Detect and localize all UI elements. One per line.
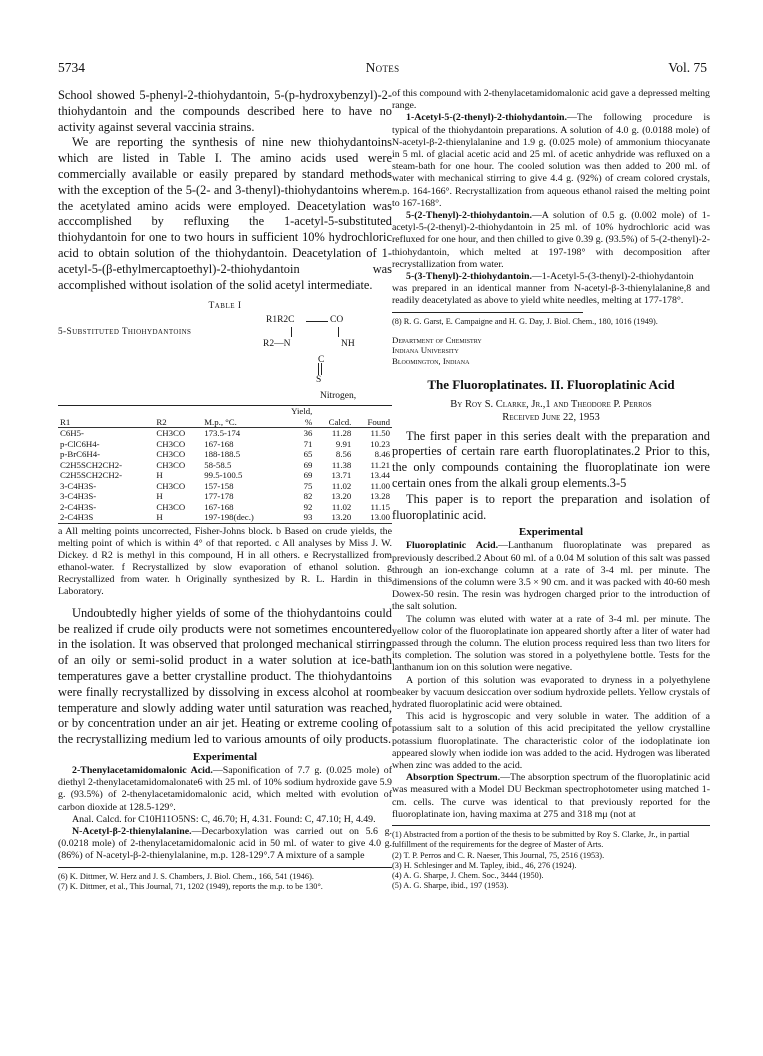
struct-s: S (316, 375, 322, 386)
table-cell: 197-198(dec.) (204, 512, 254, 523)
table-cell: 188-188.5 (204, 449, 241, 460)
text-span: 2-Thenylacetamidomalonic Acid. (72, 765, 213, 777)
table-cell: CH3CO (156, 438, 186, 449)
right-paragraph-4 (392, 271, 710, 308)
table-cell: 13.71 (331, 470, 352, 481)
table-cell: 92 (303, 501, 313, 512)
struct-r1r2c: R1R2C (266, 315, 295, 326)
received-date: Received June 22, 1953 (502, 411, 600, 423)
col-found: Found (353, 406, 392, 428)
table-cell: 11.00 (370, 480, 390, 491)
exp-fluoroplatinic-2: The column was eluted with water at a rate of 3-4 ml. per minute. The yellow color of the fluoroplatinate ion appeared shortly after a liter of water had passed through the column. The elution process required less than two liters for its completion. The solution was stored in a polyethylene bottle. Tests for the lanthanum ion on this solution were negative. (392, 613, 710, 674)
footnote-rule (58, 867, 392, 868)
table-cell: 2-C4H3S (60, 512, 94, 523)
reference-6: (6) K. Dittmer, W. Herz and J. S. Chambers, J. Biol. Chem., 166, 541 (1946). (58, 871, 314, 881)
exp-absorption (392, 772, 710, 821)
footnote-1: (1) Abstracted from a portion of the thesis to be submitted by Roy S. Clarke, Jr., in partial fulfillment of the requirements for the degree of Master of Arts. (392, 830, 690, 850)
table-row (58, 512, 392, 523)
table-cell: 167-168 (204, 501, 234, 512)
page-number: 5734 (58, 60, 85, 75)
text-span: —Lanthanum fluoroplatinate was prepared as previously described.2 About 60 ml. of a 0.04 M solution of this salt was passed through an ion-exchange column at a rate of 3-4 ml. per minute. The dimensions of the column were 3.5 × 90 cm. and it was packed with 40-60 mesh Dowex-50 resin. The resin was hydrogen charged prior to the introduction of the salt solution. (392, 540, 711, 613)
table-row (58, 502, 392, 513)
struct-nh: NH (341, 339, 355, 350)
exp-paragraph-1 (58, 765, 392, 814)
table-cell: 93 (303, 512, 313, 523)
table-row (58, 439, 392, 450)
table-cell: 8.56 (335, 449, 352, 460)
table-cell: 173.5-174 (204, 428, 241, 439)
table-cell: 36 (303, 428, 313, 439)
exp-fluoroplatinic-3: A portion of this solution was evaporated to dryness in a polyethylene beaker by vacuum desiccation over sodium hydroxide pellets. Yellow crystals of hydrated fluoroplatinic acid were obtained. (392, 674, 710, 711)
right-footnotes (392, 830, 710, 891)
table-title: Table I (208, 301, 242, 312)
table-cell: 71 (303, 438, 313, 449)
paragraph-1: School showed 5-phenyl-2-thiohydantoin, 5-(p-hydroxybenzyl)-2-thiohydantoin and the compounds described here to have no activity against several vaccinia strains. (58, 88, 392, 134)
text-span: —Saponification of 7.7 g. (0.025 mole) of diethyl 2-thenylacetamidomalonate6 with 25 ml. of 10% sodium hydroxide gave 5.9 g. (93.5%) of 2-thenylacetamidomalonic acid, which melted with evolution of carbon dioxide at 128.5-129°. (58, 765, 392, 813)
thiohydantoin-table (58, 405, 392, 524)
experimental-heading: Experimental (192, 751, 258, 764)
struct-bond-cs-2 (321, 363, 322, 375)
right-references (392, 317, 710, 327)
table-cell: 75 (303, 480, 313, 491)
table-cell: 9.91 (335, 438, 352, 449)
nitrogen-header: Nitrogen, (320, 391, 357, 402)
left-column (58, 88, 392, 892)
table-subtitle: 5-Substituted Thiohydantoins (58, 327, 192, 338)
footnote-3: (3) H. Schlesinger and M. Tapley, ibid., 46, 276 (1924). (392, 860, 577, 870)
col-mp: M.p., °C. (202, 406, 280, 428)
table-cell: H (156, 491, 163, 502)
right-column (392, 88, 710, 891)
text-span: Fluoroplatinic Acid. (406, 540, 499, 552)
table-cell: 11.50 (370, 428, 390, 439)
exp-paragraph-2 (58, 826, 392, 863)
text-span: 5-(2-Thenyl)-2-thiohydantoin. (406, 210, 532, 222)
exp-fluoroplatinic-4: This acid is hygroscopic and very soluble in water. The addition of a potassium salt to a solution of this acid precipitated the yellow crystalline potassium fluoroplatinate. The characteristic color of the iodoplatinate ion appeared slowly when iodide ion was added to the acid. Hydrogen was liberated when zinc was added to the acid. (392, 711, 710, 772)
struct-co: CO (330, 315, 344, 326)
experimental-heading-2: Experimental (518, 526, 584, 539)
table-cell: CH3CO (156, 480, 186, 491)
right-paragraph-2 (392, 112, 710, 210)
text-span: N-Acetyl-β-2-thienylalanine. (72, 826, 192, 838)
text-span: —The absorption spectrum of the fluoroplatinic acid was measured with a Model DU Beckman spectrophotometer using matched 1-cm. cells. The curve was identical to that previously reported for the fluoroplatinate ion, having maxima at 275 and 318 mμ (not at (392, 772, 710, 820)
exp-fluoroplatinic-1 (392, 540, 710, 613)
reference-8: (8) R. G. Garst, E. Campaigne and H. G. Day, J. Biol. Chem., 180, 1016 (1949). (392, 316, 658, 326)
analysis-line: Anal. Calcd. for C10H11O5NS: C, 46.70; H, 4.31. Found: C, 47.10; H, 4.49. (72, 813, 376, 825)
table-cell: CH3CO (156, 449, 186, 460)
affiliation: Department of Chemistry Indiana University Bloomington, Indiana (392, 334, 482, 367)
table-cell: CH3CO (156, 459, 186, 470)
right-paragraph-1: of this compound with 2-thenylacetamidomalonic acid gave a depressed melting range. (392, 88, 710, 112)
table-cell: 11.28 (331, 428, 352, 439)
table-cell: CH3CO (156, 501, 186, 512)
table-cell: 11.02 (331, 480, 352, 491)
right-paragraph-3 (392, 210, 710, 271)
footnote-5: (5) A. G. Sharpe, ibid., 197 (1953). (392, 881, 509, 891)
table-cell: 167-168 (204, 438, 234, 449)
table-cell: 177-178 (204, 491, 234, 502)
table-cell: 2-C4H3S- (60, 501, 97, 512)
table-cell: 13.28 (370, 491, 390, 502)
col-yield: Yield, % (280, 406, 314, 428)
table-cell: 10.23 (370, 438, 390, 449)
table-cell: 11.15 (370, 501, 390, 512)
table-row (58, 481, 392, 492)
table-cell: p-ClC6H4- (60, 438, 100, 449)
struct-bond-cs-1 (318, 363, 319, 375)
volume-label: Vol. 75 (668, 60, 707, 75)
table-cell: 82 (303, 491, 313, 502)
table-cell: 69 (303, 470, 313, 481)
page-header (58, 60, 707, 78)
table-cell: 99.5-100.5 (204, 470, 243, 481)
text-span: —1-Acetyl-5-(3-thenyl)-2-thiohydantoin was prepared in an identical manner from N-acetyl-β-3-thienylalanine,8 and readily deacetylated as above to yield white needles, melting at 177-178°. (392, 271, 710, 307)
struct-bond-top (306, 321, 328, 322)
table-cell: 3-C4H3S- (60, 491, 97, 502)
table-cell: 3-C4H3S- (60, 480, 97, 491)
footnote-4: (4) A. G. Sharpe, J. Chem. Soc., 3444 (1950). (392, 870, 544, 880)
text-span: 1-Acetyl-5-(2-thenyl)-2-thiohydantoin. (406, 112, 568, 124)
text-span: —The following procedure is typical of the thiohydantoin preparations. A solution of 4.0 g. (0.0188 mole) of N-acetyl-β-2-thienylalanine and 1.9 g. (0.025 mole) of ammonium thiocyanate in 5 ml. of glacial acetic acid and 25 ml. of acetic anhydride was refluxed on a steam-bath for one hour. The cooled solution was then added to 200 ml. of water with mechanical stirring to give 4.4 g. (92%) of cream colored crystals, m.p. 164-166°. Recrystallization from aqueous ethanol raised the melting point to 167-168°. (392, 112, 710, 209)
struct-bond-right (338, 327, 339, 337)
col-calcd: Calcd. (314, 406, 353, 428)
text-span: 5-(3-Thenyl)-2-thiohydantoin. (406, 271, 532, 283)
table-footnote: a All melting points uncorrected, Fisher-Johns block. b Based on crude yields, the melting point of which is within 4° of that reported. c All analyses by Miss J. W. Dickey. d R2 is methyl in this compound, H in all others. e Recrystallized from ethanol-water. f Recrystallized by slow evaporation of ethanol solution. g Recrystallized from water. h Originally synthesized by R. L. Hardin in this Laboratory. (58, 525, 392, 597)
footnote-2: (2) T. P. Perros and C. R. Naeser, This Journal, 75, 2516 (1953). (392, 850, 605, 860)
table-cell: 13.44 (370, 470, 390, 481)
intro-paragraph-2: This paper is to report the preparation and isolation of fluoroplatinic acid. (392, 491, 710, 522)
table-cell: 157-158 (204, 480, 234, 491)
table-cell: 8.46 (374, 449, 390, 460)
intro-paragraph-1: The first paper in this series dealt with the preparation and properties of certain rare earth fluoroplatinates.2 Prior to this, the only compounds containing the fluoroplatinate ion were certain ones from the alkali group elements.3-5 (392, 428, 710, 491)
reference-7: (7) K. Dittmer, et al., This Journal, 71, 1202 (1949), reports the m.p. to be 130°. (58, 881, 323, 891)
table-cell: 13.20 (331, 491, 352, 502)
structure-diagram (58, 313, 392, 405)
running-head: Notes (365, 60, 400, 75)
text-span: —A solution of 0.5 g. (0.002 mole) of 1-acetyl-5-(2-thenyl)-2-thiohydantoin in 25 ml. of 10% hydrochloric acid was refluxed for one hour, and then chilled to give 0.39 g. (93.5%) of 5-(2-thenyl)-2-thiohydantoin, which melted at 197-198° with decomposition after recrystallization from water. (392, 210, 710, 270)
table-row (58, 449, 392, 460)
struct-r2n: R2—N (263, 339, 291, 350)
table-row (58, 491, 392, 502)
table-cell: 11.02 (331, 501, 352, 512)
table-cell: 11.38 (331, 459, 352, 470)
left-references (58, 872, 392, 892)
paragraph-2: We are reporting the synthesis of nine new thiohydantoins which are listed in Table I. The amino acids used were commercially available or easily prepared by standard methods with the exception of the 5-(2- and 3-thenyl)-thiohydantoins where the acetylated amino acids were employed. Deacetylation was acccomplished by refluxing the 1-acetyl-5-substituted thiohydantoin for one to two hours in sufficient 10% hydrochloric acid to obtain solution of the thiohydantoin. Deacetylation of 1-acetyl-5-(β-ethylmercaptoethyl)-2-thiohydantoin was accomplished without isolation of the solid acetyl intermediate. (58, 135, 392, 292)
reference-rule (392, 312, 583, 313)
byline: By Roy S. Clarke, Jr.,1 and Theodore P. Perros (450, 398, 652, 410)
table-cell: 65 (303, 449, 313, 460)
table-row (58, 470, 392, 481)
footnote-rule-2 (392, 825, 710, 826)
table-cell: H (156, 470, 163, 481)
table-cell: p-BrC6H4- (60, 449, 101, 460)
table-cell: 69 (303, 459, 313, 470)
table-row (58, 460, 392, 471)
table-cell: H (156, 512, 163, 523)
col-r2: R2 (154, 406, 202, 428)
article-title: The Fluoroplatinates. II. Fluoroplatinic Acid (427, 376, 675, 392)
text-span: Absorption Spectrum. (406, 772, 501, 784)
table-cell: 13.20 (331, 512, 352, 523)
table-cell: 13.00 (370, 512, 390, 523)
table-cell: C6H5- (60, 428, 84, 439)
table-cell: 11.21 (370, 459, 390, 470)
table-cell: 58-58.5 (204, 459, 232, 470)
table-cell: C2H5SCH2CH2- (60, 459, 123, 470)
table-row (58, 428, 392, 439)
struct-c: C (318, 355, 325, 366)
col-r1: R1 (58, 406, 154, 428)
table-cell: CH3CO (156, 428, 186, 439)
paragraph-3: Undoubtedly higher yields of some of the thiohydantoins could be realized if crude oily products were not sometimes encountered in the isolation. It was observed that prolonged mechanical stirring of an oily or semi-solid product in a water solution at ice-bath temperatures gave a better crystalline product. The thiohydantoins were finally recrystallized by dissolving in excess alcohol at room temperature and slowly adding water until saturation was reached, or by concentration under an air jet. Heating or extreme cooling of the recrystallizing medium led to various amounts of oily products. (58, 605, 392, 747)
table-cell: C2H5SCH2CH2- (60, 470, 123, 481)
text-span: —Decarboxylation was carried out on 5.6 g. (0.0218 mole) of 2-thenylacetamidomalonic acid in 50 ml. of water to give 4.0 g. (86%) of N-acetyl-β-2-thienylalanine, m.p. 128-129°.7 A mixture of a sample (58, 826, 392, 862)
struct-bond-left (291, 327, 292, 337)
